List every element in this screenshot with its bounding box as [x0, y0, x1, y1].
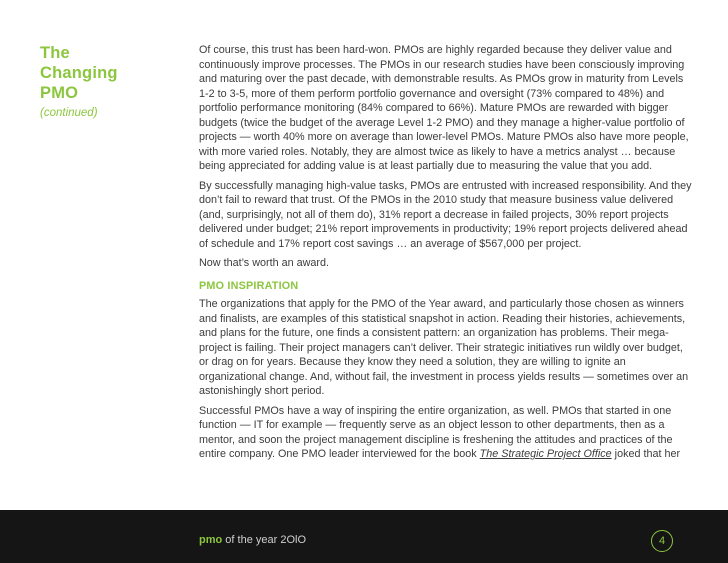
title-line-1: The	[40, 44, 70, 62]
paragraph-inspiring-end: joked that her	[611, 448, 681, 460]
book-title-link[interactable]: The Strategic Project Office	[479, 448, 612, 460]
footer-brand: pmo	[199, 534, 223, 546]
body-column	[199, 43, 693, 467]
footer-publication	[199, 533, 306, 547]
paragraph-responsibility: By successfully managing high-value tasks, PMOs are entrusted with increased responsibility. And they don’t fail to reward that trust. Of the PMOs in the 2010 study that measure business value delivered (and, surprisingly, not all of them do), 31% report a decrease in failed projects, 30% report projects delivered under budget; 21% report improvements in productivity; 19% report projects delivered ahead of schedule and 17% report cost savings … an average of $567,000 per project.	[199, 179, 692, 250]
title-continued: (continued)	[40, 107, 98, 119]
section-heading-pmo-inspiration: PMO INSPIRATION	[199, 279, 299, 292]
paragraph-inspiring	[199, 404, 693, 462]
section-title	[40, 43, 180, 121]
page-footer	[0, 510, 728, 563]
page-number: 4	[651, 530, 673, 552]
paragraph-trust: Of course, this trust has been hard-won. PMOs are highly regarded because they deliver value and continuously improve processes. The PMOs in our research studies have been consciously improving and maturing over the past decade, with demonstrable results. As PMOs grow in maturity from Levels 1-2 to 3-5, more of them perform portfolio governance and oversight (73% compared to 48%) and portfolio performance monitoring (84% compared to 66%). Mature PMOs are rewarded with bigger budgets (twice the budget of the average Level 1-2 PMO) and they manage a higher-value portfolio of projects — worth 40% more on average than lower-level PMOs. Mature PMOs also have more people, with more varied roles. Notably, they are almost twice as likely to have a metrics analyst … because being appreciated for adding value is at least partially due to measuring the value that you add.	[199, 44, 689, 172]
footer-title: of the year 2OlO	[222, 534, 306, 546]
title-line-2: Changing	[40, 64, 118, 82]
paragraph-award: Now that’s worth an award.	[199, 257, 330, 269]
title-line-3: PMO	[40, 84, 79, 102]
paragraph-inspiring-text: Successful PMOs have a way of inspiring the entire organization, as well. PMOs that started in one function — IT for example — frequently serve as an object lesson to other departments, then as a mentor, and soon the project management discipline is freshening the attitudes and practices of the entire company. One PMO leader interviewed for the book	[199, 404, 673, 460]
paragraph-organizations: The organizations that apply for the PMO of the Year award, and particularly those chosen as winners and finalists, are examples of this statistical snapshot in action. Reading their histories, achievements, and plans for the future, one finds a consistent pattern: an organization has problems. Their mega-project is failing. Their project managers can’t deliver. Their strategic initiatives run wildly over budget, or drag on for years. Because they know they need a solution, they are willing to ignite an organizational change. And, without fail, the investment in process yields results — sometimes over an astonishingly short period.	[199, 298, 689, 397]
